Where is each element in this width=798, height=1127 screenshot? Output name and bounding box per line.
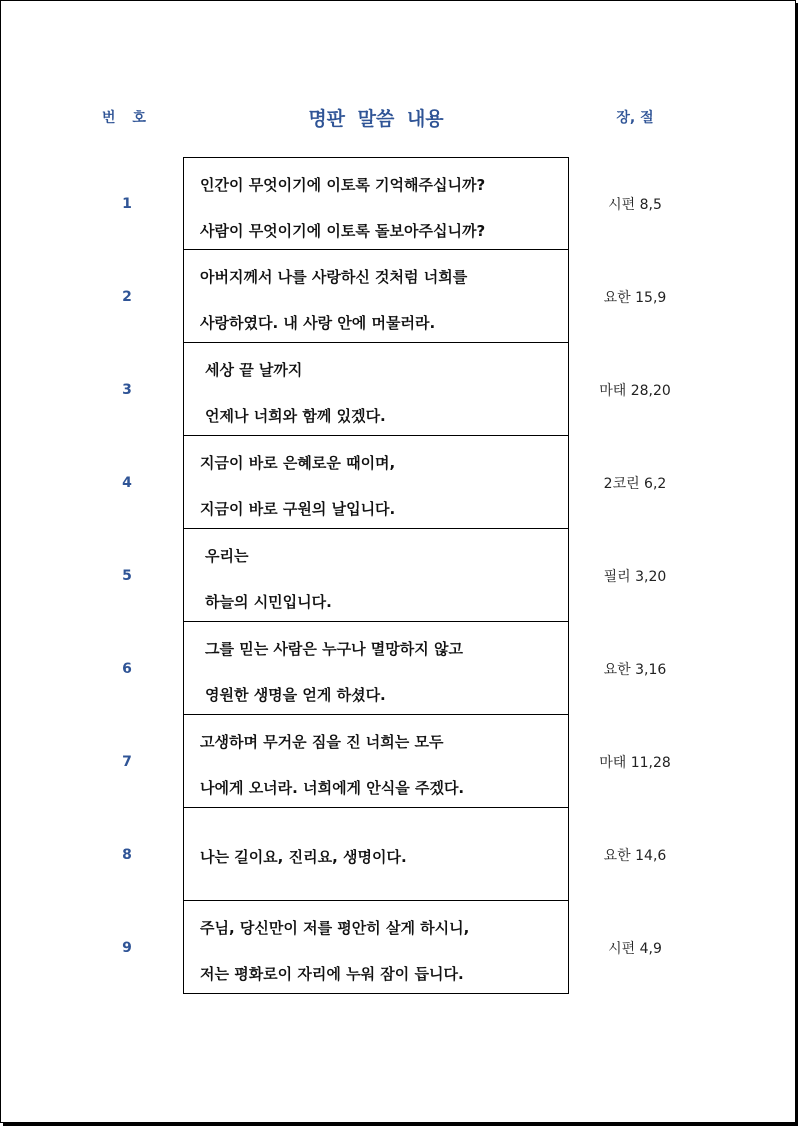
verse-reference: 2코린 6,2 [603,475,667,492]
table-row [1,250,798,343]
verse-reference: 시편 8,5 [608,196,662,213]
row-number: 9 [122,939,132,956]
verse-cell [183,250,569,343]
verse-reference: 시편 4,9 [608,940,662,957]
row-number: 3 [122,381,132,398]
reference-column-header: 장, 절 [616,110,654,126]
row-number: 6 [122,660,132,677]
verse-reference: 마태 28,20 [599,382,671,399]
table-row [1,808,798,901]
verse-cell [183,715,569,808]
verse-reference: 필리 3,20 [603,568,667,585]
verse-line: 고생하며 무거운 짐을 진 너희는 모두 [200,733,444,751]
row-number: 5 [122,567,132,584]
verse-reference: 마태 11,28 [599,754,671,771]
verse-line: 그를 믿는 사람은 누구나 멸망하지 않고 [205,640,463,658]
table-row [1,436,798,529]
verse-line: 나에게 오너라. 너희에게 안식을 주겠다. [200,779,465,797]
verse-line: 언제나 너희와 함께 있겠다. [205,407,386,425]
verse-line: 지금이 바로 구원의 날입니다. [200,500,396,518]
verse-cell [183,808,569,901]
verse-line: 저는 평화로이 자리에 누워 잠이 듭니다. [200,965,464,983]
verse-cell [183,901,569,994]
table-row [1,157,798,250]
table-row [1,529,798,622]
table-row [1,622,798,715]
number-column-header: 번 호 [102,110,152,126]
verse-cell [183,529,569,622]
verse-reference: 요한 3,16 [603,661,667,678]
table-row [1,343,798,436]
row-number: 4 [122,474,132,491]
verse-line: 주님, 당신만이 저를 평안히 살게 하시니, [200,919,470,937]
verse-line: 하늘의 시민입니다. [205,593,332,611]
verse-line: 인간이 무엇이기에 이토록 기억해주십니까? [200,176,486,194]
verse-line: 사람이 무엇이기에 이토록 돌보아주십니까? [200,222,486,240]
verse-line: 우리는 [205,547,249,565]
page-title: 명판 말씀 내용 [308,108,444,130]
verse-line: 나는 길이요, 진리요, 생명이다. [200,848,407,866]
row-number: 2 [122,288,132,305]
table-row [1,901,798,994]
verse-line: 아버지께서 나를 사랑하신 것처럼 너희를 [200,268,468,286]
verse-line: 지금이 바로 은혜로운 때이며, [200,454,396,472]
verse-line: 영원한 생명을 얻게 하셨다. [205,686,386,704]
verse-line: 사랑하였다. 내 사랑 안에 머물러라. [200,314,436,332]
verse-line: 세상 끝 날까지 [205,361,303,379]
table-row [1,715,798,808]
row-number: 1 [122,195,132,212]
verse-cell [183,622,569,715]
row-number: 8 [122,846,132,863]
verse-cell [183,436,569,529]
verse-table [1,157,798,994]
verse-reference: 요한 15,9 [603,289,667,306]
verse-reference: 요한 14,6 [603,847,667,864]
row-number: 7 [122,753,132,770]
verse-cell [183,157,569,250]
verse-cell [183,343,569,436]
